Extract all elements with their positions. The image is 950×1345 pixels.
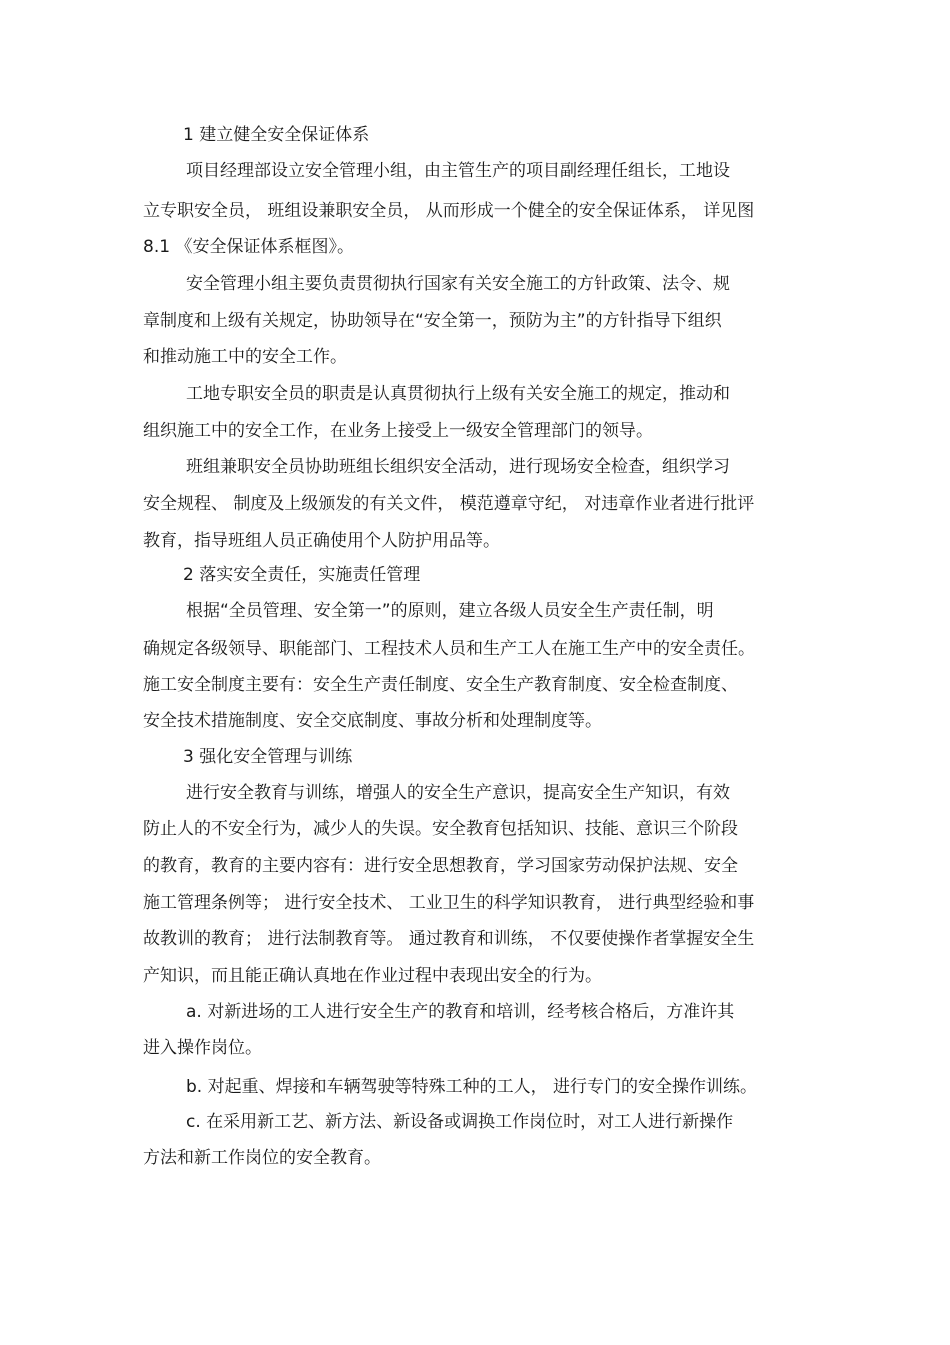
paragraph-line: 进行安全教育与训练，增强人的安全生产意识，提高安全生产知识，有效 <box>186 783 730 803</box>
paragraph-line: 安全规程、 制度及上级颁发的有关文件， 模范遵章守纪， 对违章作业者进行批评 <box>143 494 755 514</box>
paragraph-line: 章制度和上级有关规定，协助领导在“安全第一，预防为主”的方针指导下组织 <box>143 311 722 331</box>
list-item-a: a. 对新进场的工人进行安全生产的教育和培训，经考核合格后，方准许其 <box>186 1002 735 1022</box>
paragraph-line: 方法和新工作岗位的安全教育。 <box>143 1148 381 1168</box>
paragraph-line: 工地专职安全员的职责是认真贯彻执行上级有关安全施工的规定，推动和 <box>186 384 730 404</box>
paragraph-line: 确规定各级领导、职能部门、工程技术人员和生产工人在施工生产中的安全责任。 <box>143 639 755 659</box>
paragraph-line: 施工管理条例等； 进行安全技术、 工业卫生的科学知识教育， 进行典型经验和事 <box>143 893 755 913</box>
section-heading-3: 3 强化安全管理与训练 <box>183 747 353 767</box>
paragraph-line: 安全管理小组主要负责贯彻执行国家有关安全施工的方针政策、法令、规 <box>186 274 730 294</box>
paragraph-line: 和推动施工中的安全工作。 <box>143 347 347 367</box>
paragraph-line: 班组兼职安全员协助班组长组织安全活动，进行现场安全检查，组织学习 <box>186 457 730 477</box>
section-heading-2: 2 落实安全责任，实施责任管理 <box>183 565 421 585</box>
list-item-c: c. 在采用新工艺、新方法、新设备或调换工作岗位时，对工人进行新操作 <box>186 1112 734 1132</box>
paragraph-line: 根据“全员管理、安全第一”的原则，建立各级人员安全生产责任制，明 <box>186 601 714 621</box>
paragraph-line: 8.1 《安全保证体系框图》。 <box>143 237 354 257</box>
section-heading-1: 1 建立健全安全保证体系 <box>183 125 370 145</box>
paragraph-line: 进入操作岗位。 <box>143 1038 262 1058</box>
paragraph-line: 教育，指导班组人员正确使用个人防护用品等。 <box>143 531 500 551</box>
paragraph-line: 的教育，教育的主要内容有：进行安全思想教育，学习国家劳动保护法规、安全 <box>143 856 738 876</box>
paragraph-line: 施工安全制度主要有：安全生产责任制度、安全生产教育制度、安全检查制度、 <box>143 675 738 695</box>
paragraph-line: 产知识，而且能正确认真地在作业过程中表现出安全的行为。 <box>143 966 602 986</box>
paragraph-line: 项目经理部设立安全管理小组，由主管生产的项目副经理任组长，工地设 <box>186 161 730 181</box>
paragraph-line: 防止人的不安全行为，减少人的失误。安全教育包括知识、技能、意识三个阶段 <box>143 819 738 839</box>
paragraph-line: 安全技术措施制度、安全交底制度、事故分析和处理制度等。 <box>143 711 602 731</box>
list-item-b: b. 对起重、焊接和车辆驾驶等特殊工种的工人， 进行专门的安全操作训练。 <box>186 1077 758 1097</box>
paragraph-line: 立专职安全员， 班组设兼职安全员， 从而形成一个健全的安全保证体系， 详见图 <box>143 201 755 221</box>
paragraph-line: 故教训的教育； 进行法制教育等。 通过教育和训练， 不仅要使操作者掌握安全生 <box>143 929 755 949</box>
paragraph-line: 组织施工中的安全工作，在业务上接受上一级安全管理部门的领导。 <box>143 421 653 441</box>
